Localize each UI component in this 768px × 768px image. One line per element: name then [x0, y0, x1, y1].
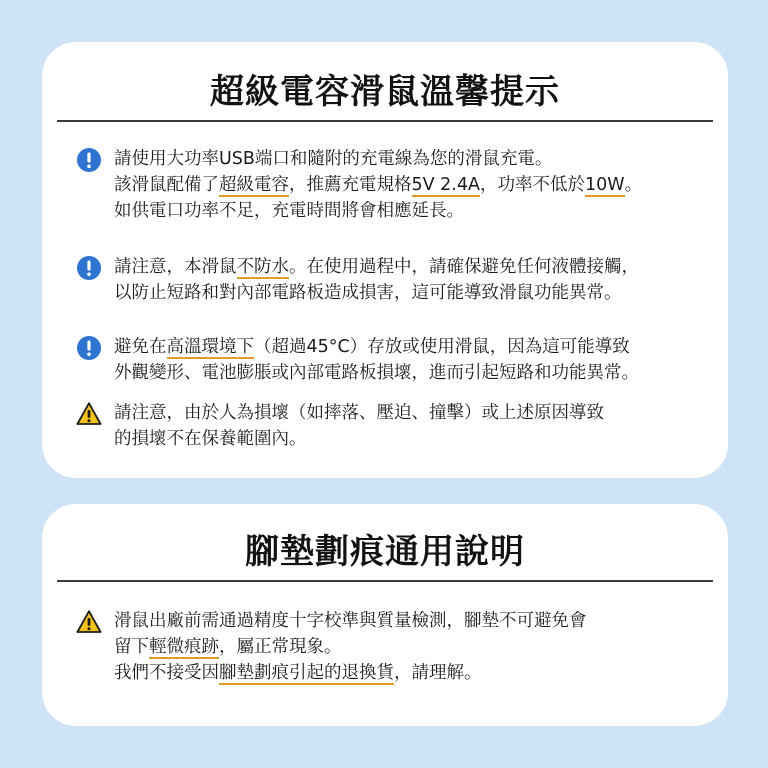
tip-item-temperature [76, 334, 726, 386]
text-segment: 留下 [114, 637, 149, 657]
text-segment: 。 [624, 175, 643, 195]
text-line [114, 608, 726, 634]
tip-item-scratch [76, 608, 726, 686]
text-segment: （超過45°C）存放或使用滑鼠，因為這可能導致 [254, 337, 630, 357]
highlight-text: 輕微痕跡 [149, 637, 219, 657]
text-line [114, 198, 726, 224]
title-divider [57, 580, 713, 582]
text-segment: ，功率不低於 [479, 175, 585, 195]
title-divider [57, 120, 713, 122]
text-segment: 該滑鼠配備了 [114, 175, 219, 195]
text-segment: 請注意，本滑鼠 [114, 257, 237, 277]
text-segment: 避免在 [114, 337, 167, 357]
text-line [114, 634, 726, 660]
warning-icon [76, 401, 102, 427]
text-segment: 外觀變形、電池膨脹或內部電路板損壞，進而引起短路和功能異常。 [114, 363, 639, 383]
text-segment: 請注意，由於人為損壞（如摔落、壓迫、撞擊）或上述原因導致 [114, 403, 604, 423]
highlight-text: 5V 2.4A [411, 175, 480, 195]
text-segment: 。在使用過程中，請確保避免任何液體接觸， [289, 257, 639, 277]
text-segment: 滑鼠出廠前需通過精度十字校準與質量檢測，腳墊不可避免會 [114, 611, 587, 631]
card-title: 超級電容滑鼠溫馨提示 [210, 72, 560, 112]
text-line [114, 334, 726, 360]
charging-tips-card [42, 42, 728, 478]
card-title: 腳墊劃痕通用說明 [245, 532, 525, 572]
text-line [114, 426, 726, 452]
tip-text [114, 608, 726, 686]
highlight-text: 高溫環境下 [166, 337, 254, 357]
text-line [114, 172, 726, 198]
text-segment: 如供電口功率不足，充電時間將會相應延長。 [114, 201, 464, 221]
text-segment: 我們不接受因 [114, 663, 219, 683]
text-segment: 以防止短路和對內部電路板造成損害，這可能導致滑鼠功能異常。 [114, 283, 622, 303]
text-segment: ，請理解。 [394, 663, 482, 683]
info-icon [76, 147, 102, 173]
tip-item-waterproof [76, 254, 726, 306]
text-segment: ，屬正常現象。 [219, 637, 342, 657]
tip-item-warranty [76, 400, 726, 452]
info-icon [76, 255, 102, 281]
info-icon [76, 335, 102, 361]
highlight-text: 腳墊劃痕引起的退換貨 [219, 663, 394, 683]
feet-scratch-card [42, 504, 728, 726]
text-line [114, 280, 726, 306]
highlight-text: 10W [584, 175, 625, 195]
text-line [114, 660, 726, 686]
tip-text [114, 254, 726, 306]
tip-text [114, 400, 726, 452]
text-line [114, 146, 726, 172]
highlight-text: 不防水 [236, 257, 289, 277]
tip-text [114, 334, 726, 386]
text-line [114, 360, 726, 386]
text-segment: 請使用大功率USB端口和隨附的充電線為您的滑鼠充電。 [114, 149, 553, 169]
text-line [114, 254, 726, 280]
tip-item-charging [76, 146, 726, 224]
highlight-text: 超級電容 [219, 175, 289, 195]
tip-text [114, 146, 726, 224]
warning-icon [76, 609, 102, 635]
text-segment: 的損壞不在保養範圍內。 [114, 429, 307, 449]
text-segment: ，推薦充電規格 [289, 175, 412, 195]
text-line [114, 400, 726, 426]
